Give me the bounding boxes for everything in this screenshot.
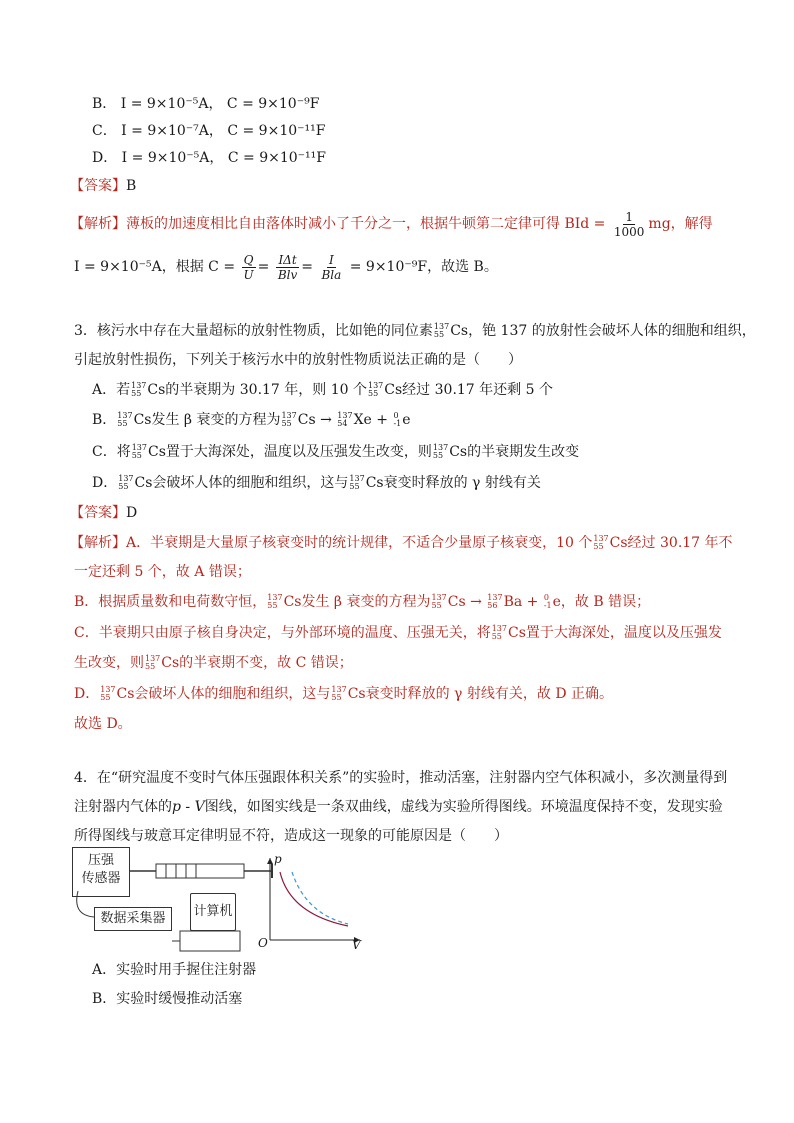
q3-option-a [92,380,553,400]
q4-stem-line3: 所得图线与玻意耳定律明显不符，造成这一现象的可能原因是（ ） [74,828,508,844]
atomic-number: 55 [593,542,604,551]
analysis-text: I = 9×10⁻⁵A，根据 C = [74,259,236,275]
mass-number: 137 [593,534,609,543]
cable [77,891,94,917]
mass-number: 137 [118,474,134,483]
option-text: Xe + [353,412,393,428]
analysis-text: e，故 B 错误； [552,594,651,610]
analysis-text: Cs经过 30.17 年不 [609,535,733,551]
analysis-text: Cs置于大海深处，温度以及压强发 [508,625,722,641]
q3-analysis-line5 [74,653,353,673]
analysis-text: Cs的半衰期不变，故 C 错误； [161,655,353,671]
q3-answer [70,503,137,523]
fraction-numerator: IΔt [278,252,297,267]
p-axis-arrow [267,858,273,864]
isotope-notation [118,475,133,491]
mass-number: 137 [145,654,161,663]
fraction-numerator: I [329,252,334,267]
isotope-notation [331,686,346,702]
analysis-text: Cs发生 β 衰变的方程为 [283,594,431,610]
q4-stem-line2 [74,797,723,817]
q3-analysis-line2: 一定还剩 5 个，故 A 错误； [74,564,251,580]
isotope-notation [368,382,383,398]
analysis-label: 【解析】 [70,535,126,551]
fraction [242,253,256,282]
atomic-number: -1 [393,419,402,428]
option-text: D． [92,475,118,491]
stem-text: 注射器内气体的 [74,799,172,815]
mass-number: 137 [491,624,507,633]
atomic-number: 55 [118,482,129,491]
experimental-curve [292,872,348,924]
isotope-notation [267,594,282,610]
atomic-number: 55 [432,451,444,460]
q3-analysis-line3 [74,592,650,612]
q3-stem-line1 [74,321,756,341]
mass-number: 137 [131,381,147,390]
isotope-notation [132,444,147,460]
atomic-number: 55 [349,482,360,491]
option-text: C．将 [92,444,131,460]
q3-option-c [92,442,579,462]
isotope-notation [433,444,448,460]
answer-label: 【答案】 [70,178,126,194]
atomic-number: 55 [433,330,445,339]
analysis-text: mg，解得 [648,216,713,232]
axis-p-label: p [274,852,282,866]
isotope-notation [487,594,502,610]
q3-analysis-line1 [70,533,733,553]
mass-number: 137 [131,443,147,452]
mass-number: 137 [349,474,365,483]
computer-base [180,931,240,951]
option-text: B． [92,412,117,428]
mass-number: 137 [267,593,283,602]
mass-number: 137 [487,593,503,602]
pv-graph-svg [256,852,366,952]
atomic-number: 54 [337,419,348,428]
stem-text: 3．核污水中存在大量超标的放射性物质，比如铯的同位素 [74,323,433,339]
isotope-notation [117,412,132,428]
computer-box: 计算机 [190,893,236,931]
mass-number: 137 [117,411,133,420]
fraction [319,253,343,282]
option-text: Cs置于大海深处，温度以及压强发生改变，则 [148,444,432,460]
mass-number: 137 [368,381,384,390]
answer-label: 【答案】 [70,505,126,521]
analysis-text: Ba + [503,594,543,610]
analysis-text: Cs → [447,594,487,610]
option-text: Cs会破坏人体的细胞和组织，这与 [134,475,349,491]
q2-answer [70,176,136,196]
isotope-notation [593,535,608,551]
atomic-number: 55 [131,451,142,460]
isotope-notation [100,686,115,702]
pv-label: p - V [172,799,205,815]
atomic-number: 55 [145,662,156,671]
atomic-number: 55 [281,419,292,428]
isotope-notation [145,655,160,671]
isotope-notation [131,382,146,398]
analysis-label: 【解析】 [70,216,126,232]
hyperbola-curve [280,872,348,926]
q3-stem-line2: 引起放射性损伤，下列关于核污水中的放射性物质说法正确的是（ ） [74,352,522,368]
option-text: Cs发生 β 衰变的方程为 [133,412,281,428]
mass-number: 137 [100,685,116,694]
q3-analysis-line7: 故选 D。 [74,716,132,732]
isotope-notation [337,412,352,428]
analysis-text: D． [74,686,100,702]
isotope-notation [349,475,364,491]
answer-value: B [126,178,137,194]
isotope-notation [281,412,296,428]
q3-option-b [92,410,411,430]
q3-option-d [92,473,541,493]
stem-text: Cs，铯 137 的放射性会破坏人体的细胞和组织， [450,323,756,339]
fraction-denominator: U [243,267,254,282]
analysis-text: 生改变，则 [74,655,144,671]
mass-number: 137 [432,443,449,452]
q4-option-a: A．实验时用手握住注射器 [92,962,257,978]
sensor-label: 压强 [87,853,114,868]
axis-v-label: V [352,938,361,952]
mass-number: 0 [543,593,549,602]
isotope-notation [492,625,507,641]
q2-option-c: C． I = 9×10⁻⁷A， C = 9×10⁻¹¹F [92,123,326,139]
option-text: e [402,412,411,428]
atomic-number: -1 [543,601,552,610]
mass-number: 137 [337,411,353,420]
fraction-denominator: Blv [277,267,298,282]
analysis-text: C．半衰期只由原子核自身决定，与外部环境的温度、压强无关，将 [74,625,491,641]
q4-option-b: B．实验时缓慢推动活塞 [92,991,243,1007]
axis-origin-label: O [258,936,268,950]
atomic-number: 55 [368,389,379,398]
atomic-number: 55 [431,601,442,610]
analysis-text: 薄板的加速度相比自由落体时减小了千分之一，根据牛顿第二定律可得 BId = [126,216,606,232]
atomic-number: 55 [117,419,128,428]
atomic-number: 55 [131,389,142,398]
isotope-notation [431,594,446,610]
mass-number: 137 [331,685,347,694]
analysis-text: Cs衰变时释放的 γ 射线有关，故 D 正确。 [347,686,613,702]
fraction [612,210,647,239]
q2-analysis-line2: I = 9×10⁻⁵A，根据 C = $\frac{Q}{U}$ = $\frac{\text{IΔt}}{\text{Blv}}$ = $\frac{I}{\text{Bla}}$ = 9×10⁻⁹F，故选 B。 [74,252,498,282]
fraction [276,253,299,282]
fraction-numerator: 1 [625,209,633,224]
q2-option-d: D． I = 9×10⁻⁵A， C = 9×10⁻¹¹F [92,150,326,166]
syringe-barrel [156,864,244,878]
answer-value: D [126,505,138,521]
analysis-text: B．根据质量数和电荷数守恒， [74,594,267,610]
pv-graph [256,852,366,952]
atomic-number: 55 [491,632,502,641]
data-collector-box: 数据采集器 [94,907,172,931]
q2-option-b: B． I = 9×10⁻⁵A， C = 9×10⁻⁹F [92,96,320,112]
mass-number: 137 [433,322,450,331]
option-text: Cs的半衰期为 30.17 年，则 10 个 [147,382,367,398]
sensor-label: 传感器 [81,871,121,886]
mass-number: 137 [281,411,297,420]
option-text: Cs → [297,412,337,428]
fraction-numerator: Q [243,252,254,267]
q2-analysis-line1 [70,207,713,241]
option-text: Cs的半衰期发生改变 [449,444,580,460]
isotope-notation [434,323,449,339]
q4-stem-line1: 4．在“研究温度不变时气体压强跟体积关系”的实验时，推动活塞，注射器内空气体积减小，多次测量得到 [74,770,728,786]
analysis-text: A．半衰期是大量原子核衰变时的统计规律，不适合少量原子核衰变，10 个 [126,535,593,551]
mass-number: 137 [431,593,447,602]
fraction-denominator: 1000 [613,224,645,239]
atomic-number: 55 [331,693,342,702]
fraction-denominator: Bla [321,267,342,282]
option-text: A．若 [92,382,131,398]
atomic-number: 55 [267,601,278,610]
atomic-number: 56 [487,601,498,610]
analysis-text: = 9×10⁻⁹F，故选 B。 [349,259,498,275]
isotope-notation [393,412,401,428]
mass-number: 0 [393,411,399,420]
atomic-number: 55 [100,693,111,702]
q3-analysis-line4 [74,623,722,643]
option-text: Cs衰变时释放的 γ 射线有关 [365,475,541,491]
isotope-notation [544,594,552,610]
analysis-text: Cs会破坏人体的细胞和组织，这与 [116,686,331,702]
option-text: Cs经过 30.17 年还剩 5 个 [384,382,553,398]
stem-text: 图线，如图实线是一条双曲线，虚线为实验所得图线。环境温度保持不变，发现实验 [204,799,723,815]
q3-analysis-line6 [74,684,613,704]
